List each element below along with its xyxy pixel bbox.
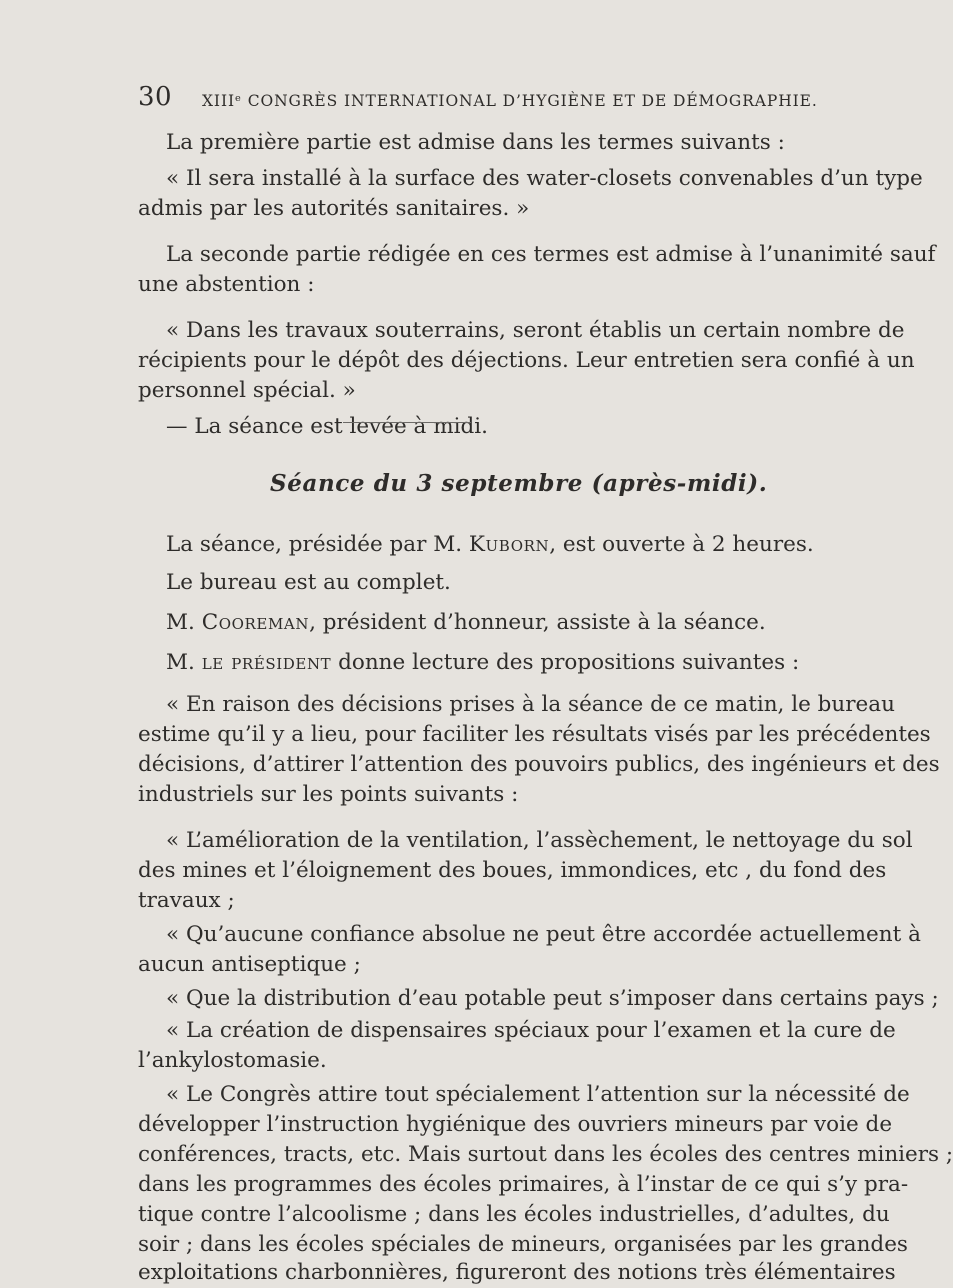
text-line: aucun antiseptique ; xyxy=(138,952,361,977)
text-line: Le bureau est au complet. xyxy=(166,570,451,595)
page-number: 30 xyxy=(138,82,172,112)
text-line: exploitations charbonnières, figureront des notions très élémentaires xyxy=(138,1260,896,1285)
text-line: « Dans les travaux souterrains, seront établis un certain nombre de xyxy=(166,318,905,343)
text-line: tique contre l’alcoolisme ; dans les écoles industrielles, d’adultes, du xyxy=(138,1202,890,1227)
text-line: M. Cooreman, président d’honneur, assiste à la séance. xyxy=(166,610,766,635)
text-line: estime qu’il y a lieu, pour faciliter les résultats visés par les précédentes xyxy=(138,722,931,747)
text-line: La première partie est admise dans les termes suivants : xyxy=(166,130,785,155)
text-line: personnel spécial. » xyxy=(138,378,356,403)
person-name: Kuborn xyxy=(468,532,550,557)
person-name: Cooreman xyxy=(201,610,310,635)
text-line: des mines et l’éloignement des boues, immondices, etc , du fond des xyxy=(138,858,887,883)
running-title: XIIIᵉ CONGRÈS INTERNATIONAL D’HYGIÈNE ET DE DÉMOGRAPHIE. xyxy=(202,92,818,110)
text-line: « Le Congrès attire tout spécialement l’attention sur la nécessité de xyxy=(166,1082,910,1107)
text-line: « La création de dispensaires spéciaux pour l’examen et la cure de xyxy=(166,1018,896,1043)
person-title: le président xyxy=(201,650,332,675)
text-line: industriels sur les points suivants : xyxy=(138,782,519,807)
text-line: soir ; dans les écoles spéciales de mineurs, organisées par les grandes xyxy=(138,1232,908,1257)
running-header xyxy=(138,82,818,118)
text-line: « Que la distribution d’eau potable peut s’imposer dans certains pays ; xyxy=(166,986,939,1011)
text-line: « En raison des décisions prises à la séance de ce matin, le bureau xyxy=(166,692,895,717)
text-line: conférences, tracts, etc. Mais surtout dans les écoles des centres miniers ; xyxy=(138,1142,953,1167)
text-line: « Il sera installé à la surface des water-closets convenables d’un type xyxy=(166,166,923,191)
text-line: dans les programmes des écoles primaires, à l’instar de ce qui s’y pra- xyxy=(138,1172,909,1197)
text-line: M. le président donne lecture des propositions suivantes : xyxy=(166,650,800,675)
text-line: une abstention : xyxy=(138,272,315,297)
text-line: « L’amélioration de la ventilation, l’assèchement, le nettoyage du sol xyxy=(166,828,913,853)
text-line: « Qu’aucune confiance absolue ne peut être accordée actuellement à xyxy=(166,922,921,947)
text-line: l’ankylostomasie. xyxy=(138,1048,327,1073)
section-divider xyxy=(343,422,471,423)
text-line: La seconde partie rédigée en ces termes est admise à l’unanimité sauf xyxy=(166,242,936,267)
text-line: décisions, d’attirer l’attention des pouvoirs publics, des ingénieurs et des xyxy=(138,752,940,777)
text-line: récipients pour le dépôt des déjections. Leur entretien sera confié à un xyxy=(138,348,915,373)
text-line: — La séance est levée à midi. xyxy=(166,414,488,439)
text-line: développer l’instruction hygiénique des ouvriers mineurs par voie de xyxy=(138,1112,893,1137)
section-heading: Séance du 3 septembre (après-midi). xyxy=(270,470,768,497)
text-line: admis par les autorités sanitaires. » xyxy=(138,196,530,221)
text-line: La séance, présidée par M. Kuborn, est ouverte à 2 heures. xyxy=(166,532,814,557)
text-line: travaux ; xyxy=(138,888,235,913)
